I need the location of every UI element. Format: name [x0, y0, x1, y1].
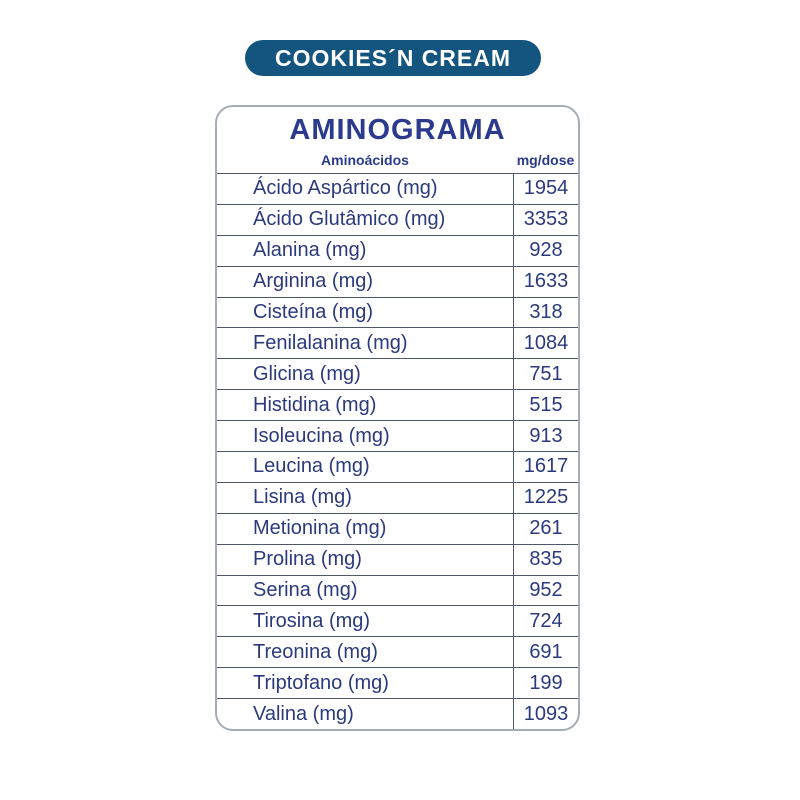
- amino-value: 1633: [513, 267, 578, 297]
- amino-value: 952: [513, 576, 578, 606]
- amino-label: Arginina (mg): [253, 270, 374, 293]
- amino-value: 724: [513, 606, 578, 636]
- aminogram-card: [215, 105, 580, 731]
- amino-value: 913: [513, 421, 578, 451]
- amino-label: Treonina (mg): [253, 640, 378, 663]
- table-row: [217, 513, 578, 544]
- amino-label: Prolina (mg): [253, 548, 362, 571]
- flavor-badge: [245, 40, 541, 76]
- amino-label: Cisteína (mg): [253, 301, 374, 323]
- table-row: [217, 327, 578, 358]
- flavor-badge-label: COOKIES´N CREAM: [274, 44, 512, 71]
- amino-label: Metionina (mg): [253, 517, 387, 540]
- amino-label: Glicina (mg): [253, 362, 361, 385]
- table-row: [217, 389, 578, 420]
- table-row: [217, 636, 578, 667]
- table-row: [217, 173, 578, 204]
- amino-value: 835: [513, 545, 578, 575]
- amino-label: Ácido Glutâmico (mg): [253, 208, 446, 231]
- table-row: [217, 667, 578, 698]
- column-header-mg-dose: mg/dose: [516, 152, 575, 168]
- amino-value: 1954: [513, 174, 578, 204]
- amino-label: Histidina (mg): [253, 393, 377, 416]
- table-row: [217, 544, 578, 575]
- amino-label: Leucina (mg): [253, 455, 370, 478]
- table-column-headers: [217, 147, 578, 173]
- amino-table-body: [217, 173, 578, 729]
- table-row: [217, 575, 578, 606]
- amino-value: 199: [513, 668, 578, 698]
- amino-label: Tirosina (mg): [253, 609, 371, 632]
- amino-value: 1225: [513, 483, 578, 513]
- amino-label: Alanina (mg): [253, 239, 367, 262]
- amino-label: Isoleucina (mg): [253, 424, 390, 447]
- table-row: [217, 420, 578, 451]
- amino-label: Serina (mg): [253, 579, 358, 602]
- table-row: [217, 605, 578, 636]
- table-row: [217, 451, 578, 482]
- amino-label: Lisina (mg): [253, 486, 352, 509]
- amino-label: Triptofano (mg): [253, 671, 389, 694]
- aminogram-title: AMINOGRAMA: [289, 113, 506, 146]
- amino-value: 691: [513, 637, 578, 667]
- amino-label: Fenilalanina (mg): [253, 331, 408, 354]
- amino-value: 928: [513, 236, 578, 266]
- amino-value: 515: [513, 390, 578, 420]
- table-row: [217, 204, 578, 235]
- column-header-aminoacids: Aminoácidos: [321, 152, 409, 168]
- table-row: [217, 698, 578, 729]
- table-row: [217, 235, 578, 266]
- table-row: [217, 358, 578, 389]
- table-row: [217, 482, 578, 513]
- table-row: [217, 297, 578, 328]
- amino-value: 3353: [513, 205, 578, 235]
- amino-label: Ácido Aspártico (mg): [253, 177, 438, 200]
- table-row: [217, 266, 578, 297]
- amino-value: 1093: [513, 699, 578, 729]
- amino-value: 261: [513, 514, 578, 544]
- amino-value: 1084: [513, 328, 578, 358]
- amino-value: 1617: [513, 452, 578, 482]
- amino-value: 318: [513, 298, 578, 328]
- amino-value: 751: [513, 359, 578, 389]
- amino-label: Valina (mg): [253, 702, 354, 725]
